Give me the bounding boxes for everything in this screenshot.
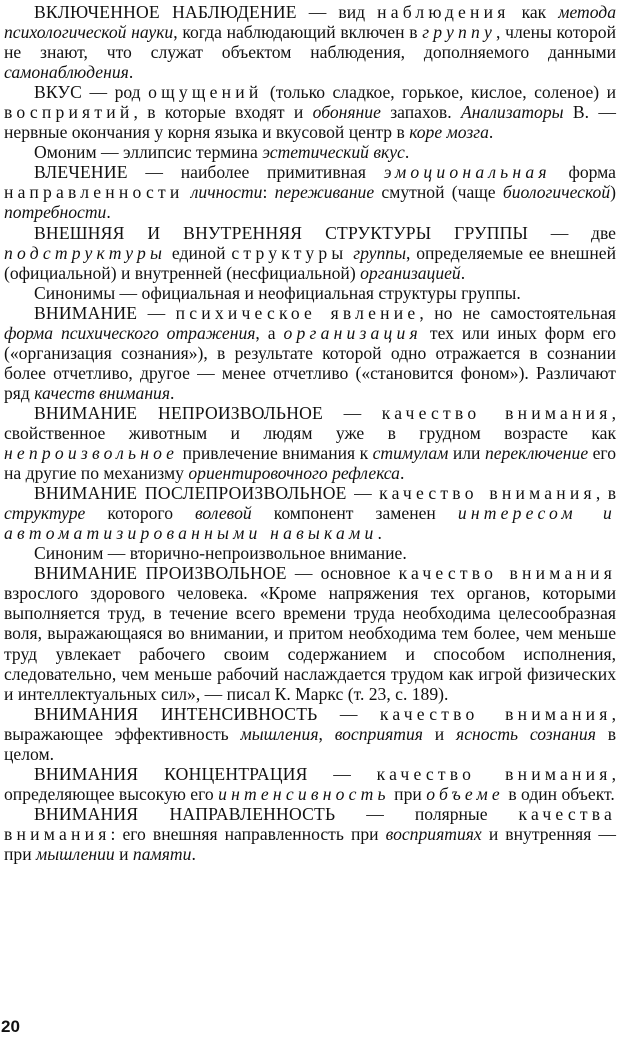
cross-ref: структуре — [4, 503, 86, 524]
entry-note: Синонимы — официальная и неофициальная структуры группы. — [34, 282, 521, 303]
text: , в которые входят и — [133, 102, 313, 123]
text: . — [460, 262, 466, 283]
entry-vnimaniya-intensivnost — [4, 704, 616, 764]
entry-body — [4, 303, 616, 403]
text: — — [317, 703, 380, 724]
text: (только сладкое, горькое, кислое, соленое) и — [262, 82, 617, 103]
text: в один объект. — [503, 783, 615, 804]
spaced-cross-ref: объеме — [426, 783, 504, 804]
cross-ref: Анализаторы — [460, 102, 564, 123]
cross-ref: мышления — [240, 723, 319, 744]
cross-ref: самонаблюдения — [4, 62, 129, 83]
text: . — [128, 62, 134, 83]
entry-vnimanie-proizvolnoe — [4, 563, 616, 703]
spaced-cross-ref: непроизвольное — [4, 443, 179, 464]
text: при — [389, 783, 427, 804]
text: , а — [255, 322, 284, 343]
spaced-term: качество внимания — [376, 763, 612, 784]
text: , выражающее эффективность — [4, 703, 616, 744]
entry-vklyuchennoe-nablyudenie — [4, 2, 616, 82]
text: , определяющее высокую его — [4, 763, 616, 804]
headword: ВНИМАНИЯ НАПРАВЛЕННОСТЬ — [34, 803, 336, 824]
text: в целом. — [4, 723, 616, 764]
headword: ВНИМАНИЯ ИНТЕНСИВНОСТЬ — [34, 703, 318, 724]
text: , члены которой не знают, что служат объектом наблюдения, дополняемого данными — [4, 22, 616, 63]
cross-ref: биологической — [502, 182, 611, 203]
text: В. — нервные окончания у корня языка и вкусовой центр в — [4, 102, 616, 143]
spaced-term: восприятий — [4, 102, 134, 123]
text: компонент заменен — [251, 503, 458, 524]
cross-ref: восприятия — [334, 723, 423, 744]
spaced-cross-ref: группу — [422, 22, 497, 43]
text: привлечение внимания к — [178, 443, 373, 464]
cross-ref: переключение — [484, 443, 589, 464]
text: — основное — [286, 563, 399, 584]
entry-vnimanie — [4, 303, 616, 403]
text: которого — [85, 503, 195, 524]
text: , но не самостоятельная — [419, 302, 617, 323]
cross-ref: волевой — [195, 503, 252, 524]
cross-ref: форма психического отражения — [4, 322, 256, 343]
text: , — [318, 723, 335, 744]
cross-ref: памяти — [132, 843, 192, 864]
cross-ref: личности — [190, 182, 263, 203]
entry-body — [4, 704, 616, 764]
headword: ВНИМАНИЕ ПРОИЗВОЛЬНОЕ — [34, 563, 287, 584]
text: — род — [82, 82, 149, 103]
text: Омоним — эллипсис термина — [34, 142, 263, 163]
entry-body — [4, 162, 616, 222]
cross-ref: мышлении — [36, 843, 115, 864]
headword: ВКЛЮЧЕННОЕ НАБЛЮДЕНИЕ — [34, 2, 297, 22]
headword: ВНИМАНИЕ НЕПРОИЗВОЛЬНОЕ — [34, 402, 323, 423]
spaced-term: направленности — [4, 182, 184, 203]
text: — вид — [296, 2, 378, 22]
text: как — [509, 2, 559, 22]
spaced-term: качество внимания — [398, 563, 616, 584]
headword: ВНИМАНИЕ — [34, 302, 138, 323]
cross-ref: ясность сознания — [456, 723, 596, 744]
entry-body — [4, 223, 616, 283]
entry-body — [4, 82, 616, 142]
text: . — [106, 202, 111, 223]
spaced-cross-ref: эмоциональная — [383, 162, 551, 183]
entry-vneshnyaya-i-vnutrennyaya-struktury — [4, 223, 616, 303]
entry-body — [4, 2, 616, 82]
headword: ВЛЕЧЕНИЕ — [34, 162, 128, 183]
headword: ВНИМАНИЯ КОНЦЕНТРАЦИЯ — [34, 763, 308, 784]
cross-ref: качеств внимания — [34, 382, 171, 403]
entry-body — [4, 403, 616, 483]
entry-vnimanie-posleproizvolnoe — [4, 483, 616, 563]
text: , когда наблюдающий включен в — [173, 22, 423, 43]
text: : — [262, 182, 275, 203]
cross-ref: ориентировочного рефлекса — [188, 463, 400, 484]
text: , в — [595, 483, 617, 504]
headword: ВНИМАНИЕ ПОСЛЕПРОИЗВОЛЬНОЕ — [34, 483, 347, 504]
text: — — [307, 763, 377, 784]
entry-body — [4, 563, 616, 703]
dictionary-page — [4, 2, 616, 864]
text: . — [170, 382, 175, 403]
text: его на другие по механизму — [4, 443, 616, 484]
cross-ref: коре мозга — [409, 122, 489, 143]
cross-ref: переживание — [274, 182, 375, 203]
text: ) — [610, 182, 616, 203]
text: — — [346, 483, 380, 504]
entry-vkus — [4, 82, 616, 162]
spaced-cross-ref: интенсивность — [218, 783, 390, 804]
text: и — [114, 843, 133, 864]
headword: ВКУС — [34, 82, 83, 103]
text: . — [191, 843, 196, 864]
text: тех или иных форм его («организация сознания»), в результате которой одно отражается в сознании более отчетливо, другое — менее отчетливо («становится фоном»). Различают ряд — [4, 322, 616, 403]
cross-ref: эстетический вкус — [262, 142, 405, 163]
text: . — [399, 463, 405, 484]
headword: ВНЕШНЯЯ И ВНУТРЕННЯЯ СТРУКТУРЫ ГРУППЫ — [34, 222, 529, 243]
spaced-cross-ref: организация — [283, 322, 422, 343]
entry-vnimaniya-napravlennost — [4, 804, 616, 864]
text: , свойственное животным и людям уже в грудном возрасте как — [4, 402, 616, 443]
cross-ref: организацией — [360, 262, 461, 283]
text: единой — [166, 242, 232, 263]
text: . — [404, 142, 410, 163]
text: : его внешняя направленность при — [110, 823, 386, 844]
text: запахов. — [380, 102, 461, 123]
entry-body — [4, 764, 616, 804]
spaced-term: качества внимания — [4, 803, 617, 844]
cross-ref: потребности — [4, 202, 107, 223]
cross-ref: восприятиях — [385, 823, 482, 844]
entry-vnimanie-neproizvolnoe — [4, 403, 616, 483]
spaced-cross-ref: подструктуры — [4, 242, 167, 263]
cross-ref: обоняние — [312, 102, 381, 123]
cross-ref: метода психологической науки — [4, 2, 617, 43]
entry-body — [4, 483, 616, 543]
text: или — [448, 443, 485, 464]
text: смутной (чаще — [374, 182, 503, 203]
spaced-term: ощущений — [148, 82, 263, 103]
text: — — [137, 302, 176, 323]
spaced-term: наблюдения — [377, 2, 510, 22]
text: взрослого здорового человека. «Кроме напряжения тех органов, которыми выполняется труд, в течение всего времени труда необходима целесообразная воля, выражающаяся во внимании, и притом необходима тем более, чем меньше труд увлекает рабочего своим содержанием и способом исполнения, следовательно, чем меньше рабочий наслаждается трудом как игрой физических и интеллектуальных сил», — писал К. Маркс (т. 23, с. 189). — [4, 583, 616, 704]
cross-ref: группы — [353, 242, 406, 263]
spaced-term: психическое явление — [175, 302, 420, 323]
cross-ref: стимулам — [372, 443, 449, 464]
text: . — [488, 122, 494, 143]
text: . — [377, 523, 382, 544]
spaced-cross-ref: интересом и автоматизированными навыками — [4, 503, 616, 544]
spaced-term: качество внимания — [379, 703, 612, 724]
entry-note — [4, 142, 616, 162]
text: — — [322, 402, 382, 423]
entry-vlechenie — [4, 162, 616, 222]
spaced-term: качество внимания — [381, 402, 612, 423]
text: — две — [528, 222, 616, 243]
text: , определяемые ее внешней (официальной) и внутренней (несфициальной) — [4, 242, 616, 283]
text: и внутренняя — при — [4, 823, 617, 864]
text: и — [422, 723, 457, 744]
text: — наиболее примитивная — [127, 162, 384, 183]
spaced-term: структуры — [231, 242, 348, 263]
entry-note: Синоним — вторично-непроизвольное внимание. — [34, 543, 407, 564]
text: — полярные — [335, 803, 519, 824]
text — [183, 182, 190, 202]
spaced-term: качество внимания — [379, 483, 596, 504]
page-number: 20 — [1, 1017, 20, 1036]
entry-body — [4, 804, 616, 864]
text: форма — [550, 162, 616, 183]
entry-vnimaniya-koncentraciya — [4, 764, 616, 804]
